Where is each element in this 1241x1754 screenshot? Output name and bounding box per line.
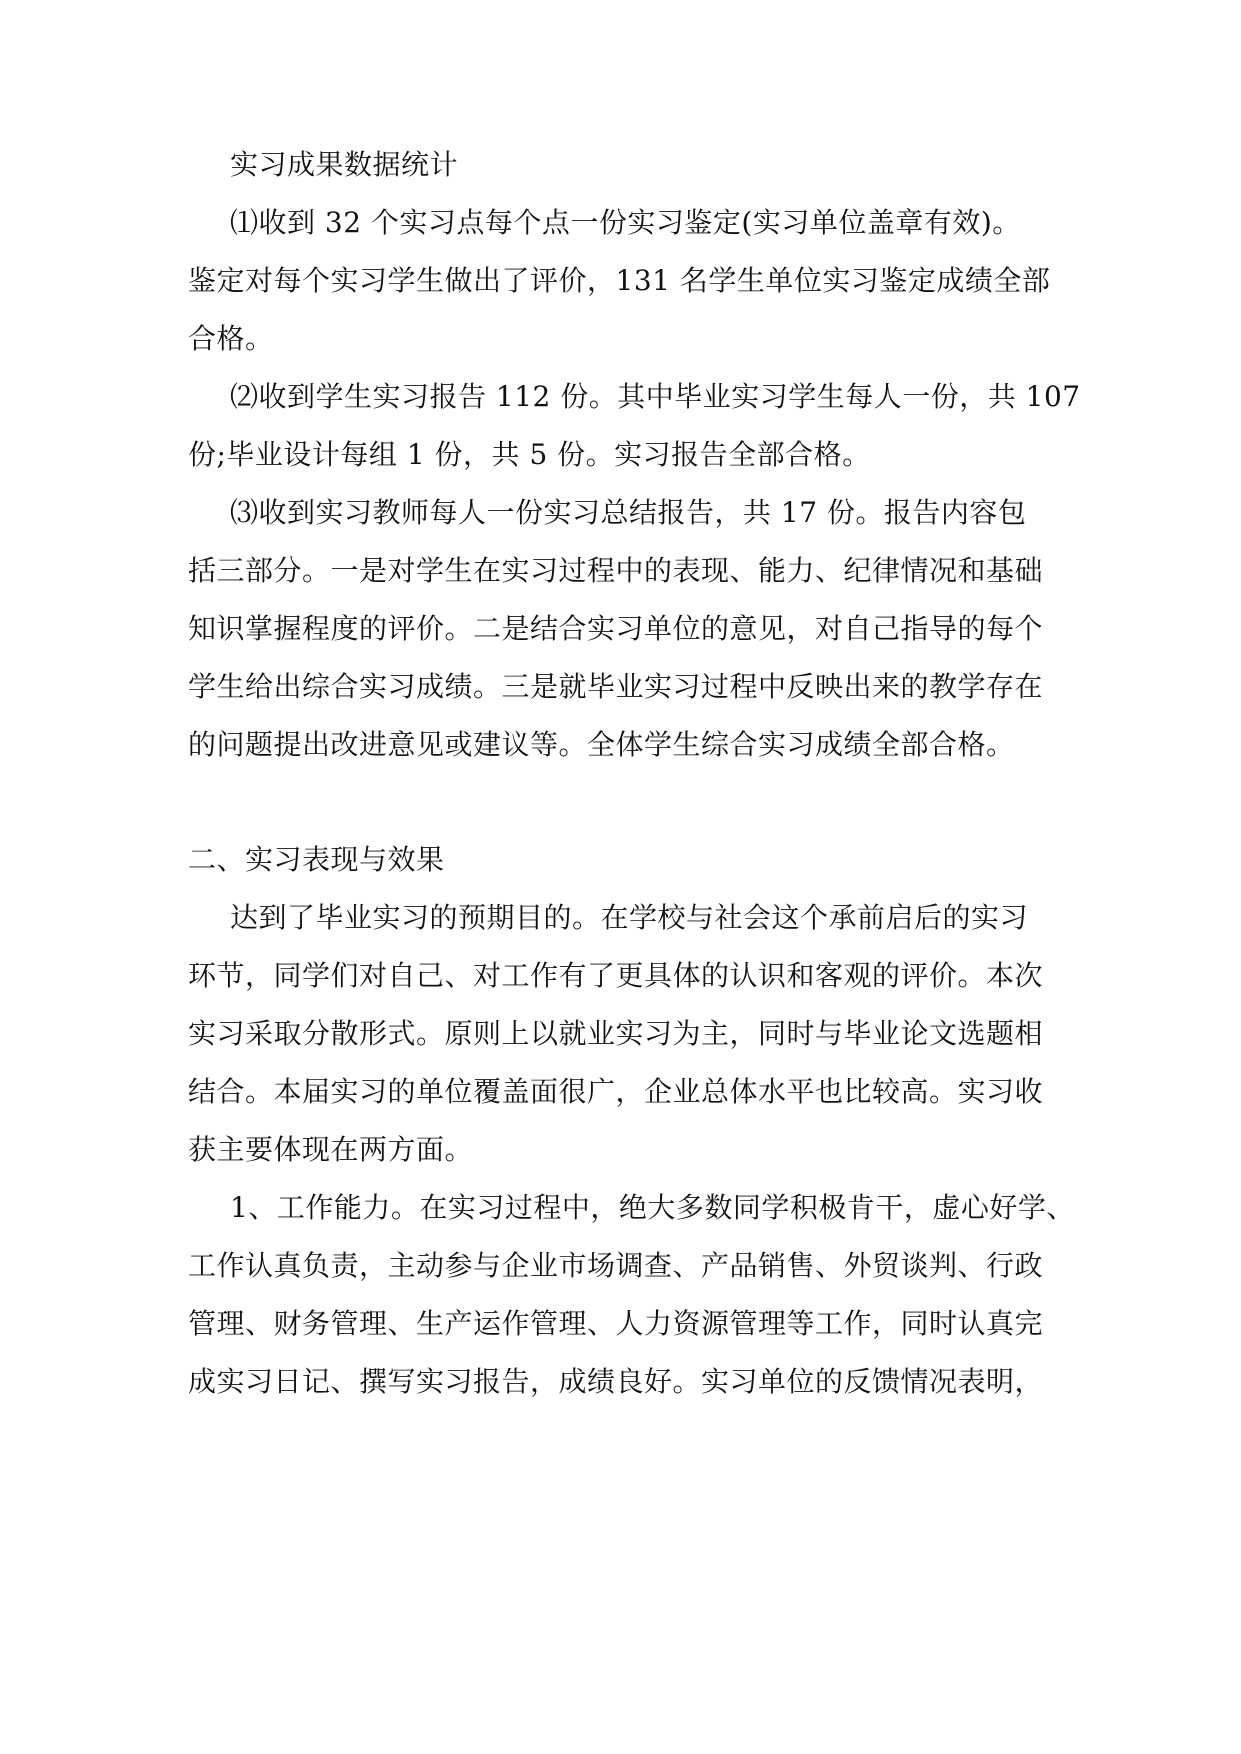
section-heading-performance: 二、实习表现与效果 — [188, 843, 445, 876]
paragraph-line: 份;毕业设计每组 1 份，共 5 份。实习报告全部合格。 — [188, 438, 871, 471]
paragraph-line: 达到了毕业实习的预期目的。在学校与社会这个承前启后的实习 — [230, 901, 1029, 934]
paragraph-line: 环节，同学们对自己、对工作有了更具体的认识和客观的评价。本次 — [188, 959, 1044, 992]
paragraph-line: 知识掌握程度的评价。二是结合实习单位的意见，对自己指导的每个 — [188, 612, 1044, 645]
paragraph-line: 的问题提出改进意见或建议等。全体学生综合实习成绩全部合格。 — [188, 728, 1015, 761]
paragraph-line: 实习采取分散形式。原则上以就业实习为主，同时与毕业论文选题相 — [188, 1017, 1044, 1050]
paragraph-line: 获主要体现在两方面。 — [188, 1133, 474, 1166]
paragraph-line: 括三部分。一是对学生在实习过程中的表现、能力、纪律情况和基础 — [188, 554, 1044, 587]
paragraph-line: ⑵收到学生实习报告 112 份。其中毕业实习学生每人一份，共 107 — [230, 380, 1081, 413]
paragraph-line: 学生给出综合实习成绩。三是就毕业实习过程中反映出来的教学存在 — [188, 670, 1044, 703]
paragraph-line: 结合。本届实习的单位覆盖面很广，企业总体水平也比较高。实习收 — [188, 1075, 1044, 1108]
paragraph-line: ⑶收到实习教师每人一份实习总结报告，共 17 份。报告内容包 — [230, 496, 1027, 529]
paragraph-line: 成实习日记、撰写实习报告，成绩良好。实习单位的反馈情况表明， — [188, 1365, 1044, 1398]
paragraph-line: 1、工作能力。在实习过程中，绝大多数同学积极肯干，虚心好学、 — [230, 1191, 1075, 1224]
paragraph-line: 鉴定对每个实习学生做出了评价，131 名学生单位实习鉴定成绩全部 — [188, 264, 1051, 297]
section-heading-statistics: 实习成果数据统计 — [230, 148, 459, 181]
paragraph-line: ⑴收到 32 个实习点每个点一份实习鉴定(实习单位盖章有效)。 — [230, 206, 1021, 239]
paragraph-line: 管理、财务管理、生产运作管理、人力资源管理等工作，同时认真完 — [188, 1307, 1044, 1340]
paragraph-line: 合格。 — [188, 322, 274, 355]
paragraph-line: 工作认真负责，主动参与企业市场调查、产品销售、外贸谈判、行政 — [188, 1249, 1044, 1282]
